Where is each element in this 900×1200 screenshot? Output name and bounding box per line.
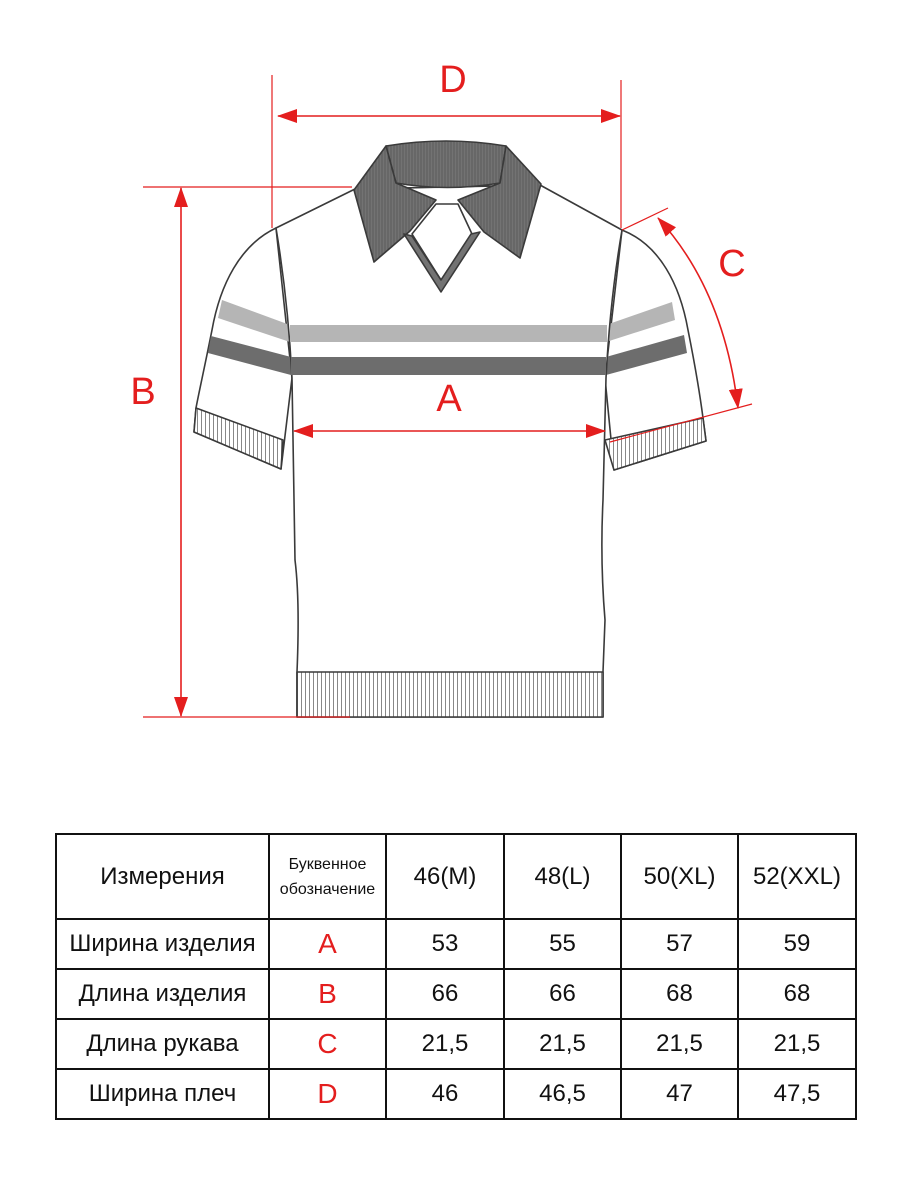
- dimension-c-extension-top: [622, 208, 668, 230]
- size-value: 47: [621, 1069, 738, 1119]
- size-value: 66: [504, 969, 621, 1019]
- measurement-header: Измерения: [56, 834, 269, 919]
- size-header: 50(XL): [621, 834, 738, 919]
- size-value: 57: [621, 919, 738, 969]
- size-table: [55, 833, 857, 1120]
- dimension-a-label: A: [436, 378, 462, 420]
- size-value: 68: [738, 969, 856, 1019]
- size-value: 53: [386, 919, 504, 969]
- size-value: 59: [738, 919, 856, 969]
- letter-header-text: Буквенное обозначение: [279, 855, 376, 898]
- measurement-name: Длина изделия: [56, 969, 269, 1019]
- table-row: [56, 1069, 856, 1119]
- size-value: 21,5: [386, 1019, 504, 1069]
- size-value: 21,5: [738, 1019, 856, 1069]
- collar-back-band: [386, 141, 506, 188]
- letter-header: [269, 834, 386, 919]
- size-value: 66: [386, 969, 504, 1019]
- size-value: 68: [621, 969, 738, 1019]
- size-value: 46: [386, 1069, 504, 1119]
- measurement-letter: B: [269, 969, 386, 1019]
- measurement-letter: D: [269, 1069, 386, 1119]
- body-dark-stripe: [291, 357, 606, 375]
- size-value: 47,5: [738, 1069, 856, 1119]
- table-row: [56, 1019, 856, 1069]
- measurement-name: Длина рукава: [56, 1019, 269, 1069]
- size-value: 55: [504, 919, 621, 969]
- table-row: [56, 919, 856, 969]
- dimension-b-label: B: [130, 371, 156, 413]
- measurement-name: Ширина плеч: [56, 1069, 269, 1119]
- measurement-letter: A: [269, 919, 386, 969]
- size-value: 21,5: [621, 1019, 738, 1069]
- measurement-name: Ширина изделия: [56, 919, 269, 969]
- body-light-stripe: [290, 325, 607, 342]
- size-header: 46(M): [386, 834, 504, 919]
- dimension-d-label: D: [439, 59, 467, 101]
- measurement-letter: C: [269, 1019, 386, 1069]
- table-row: [56, 969, 856, 1019]
- size-header: 48(L): [504, 834, 621, 919]
- size-header: 52(XXL): [738, 834, 856, 919]
- dimension-c-label: C: [718, 243, 746, 285]
- table-header-row: [56, 834, 856, 919]
- hem-band: [297, 672, 603, 717]
- size-value: 21,5: [504, 1019, 621, 1069]
- size-value: 46,5: [504, 1069, 621, 1119]
